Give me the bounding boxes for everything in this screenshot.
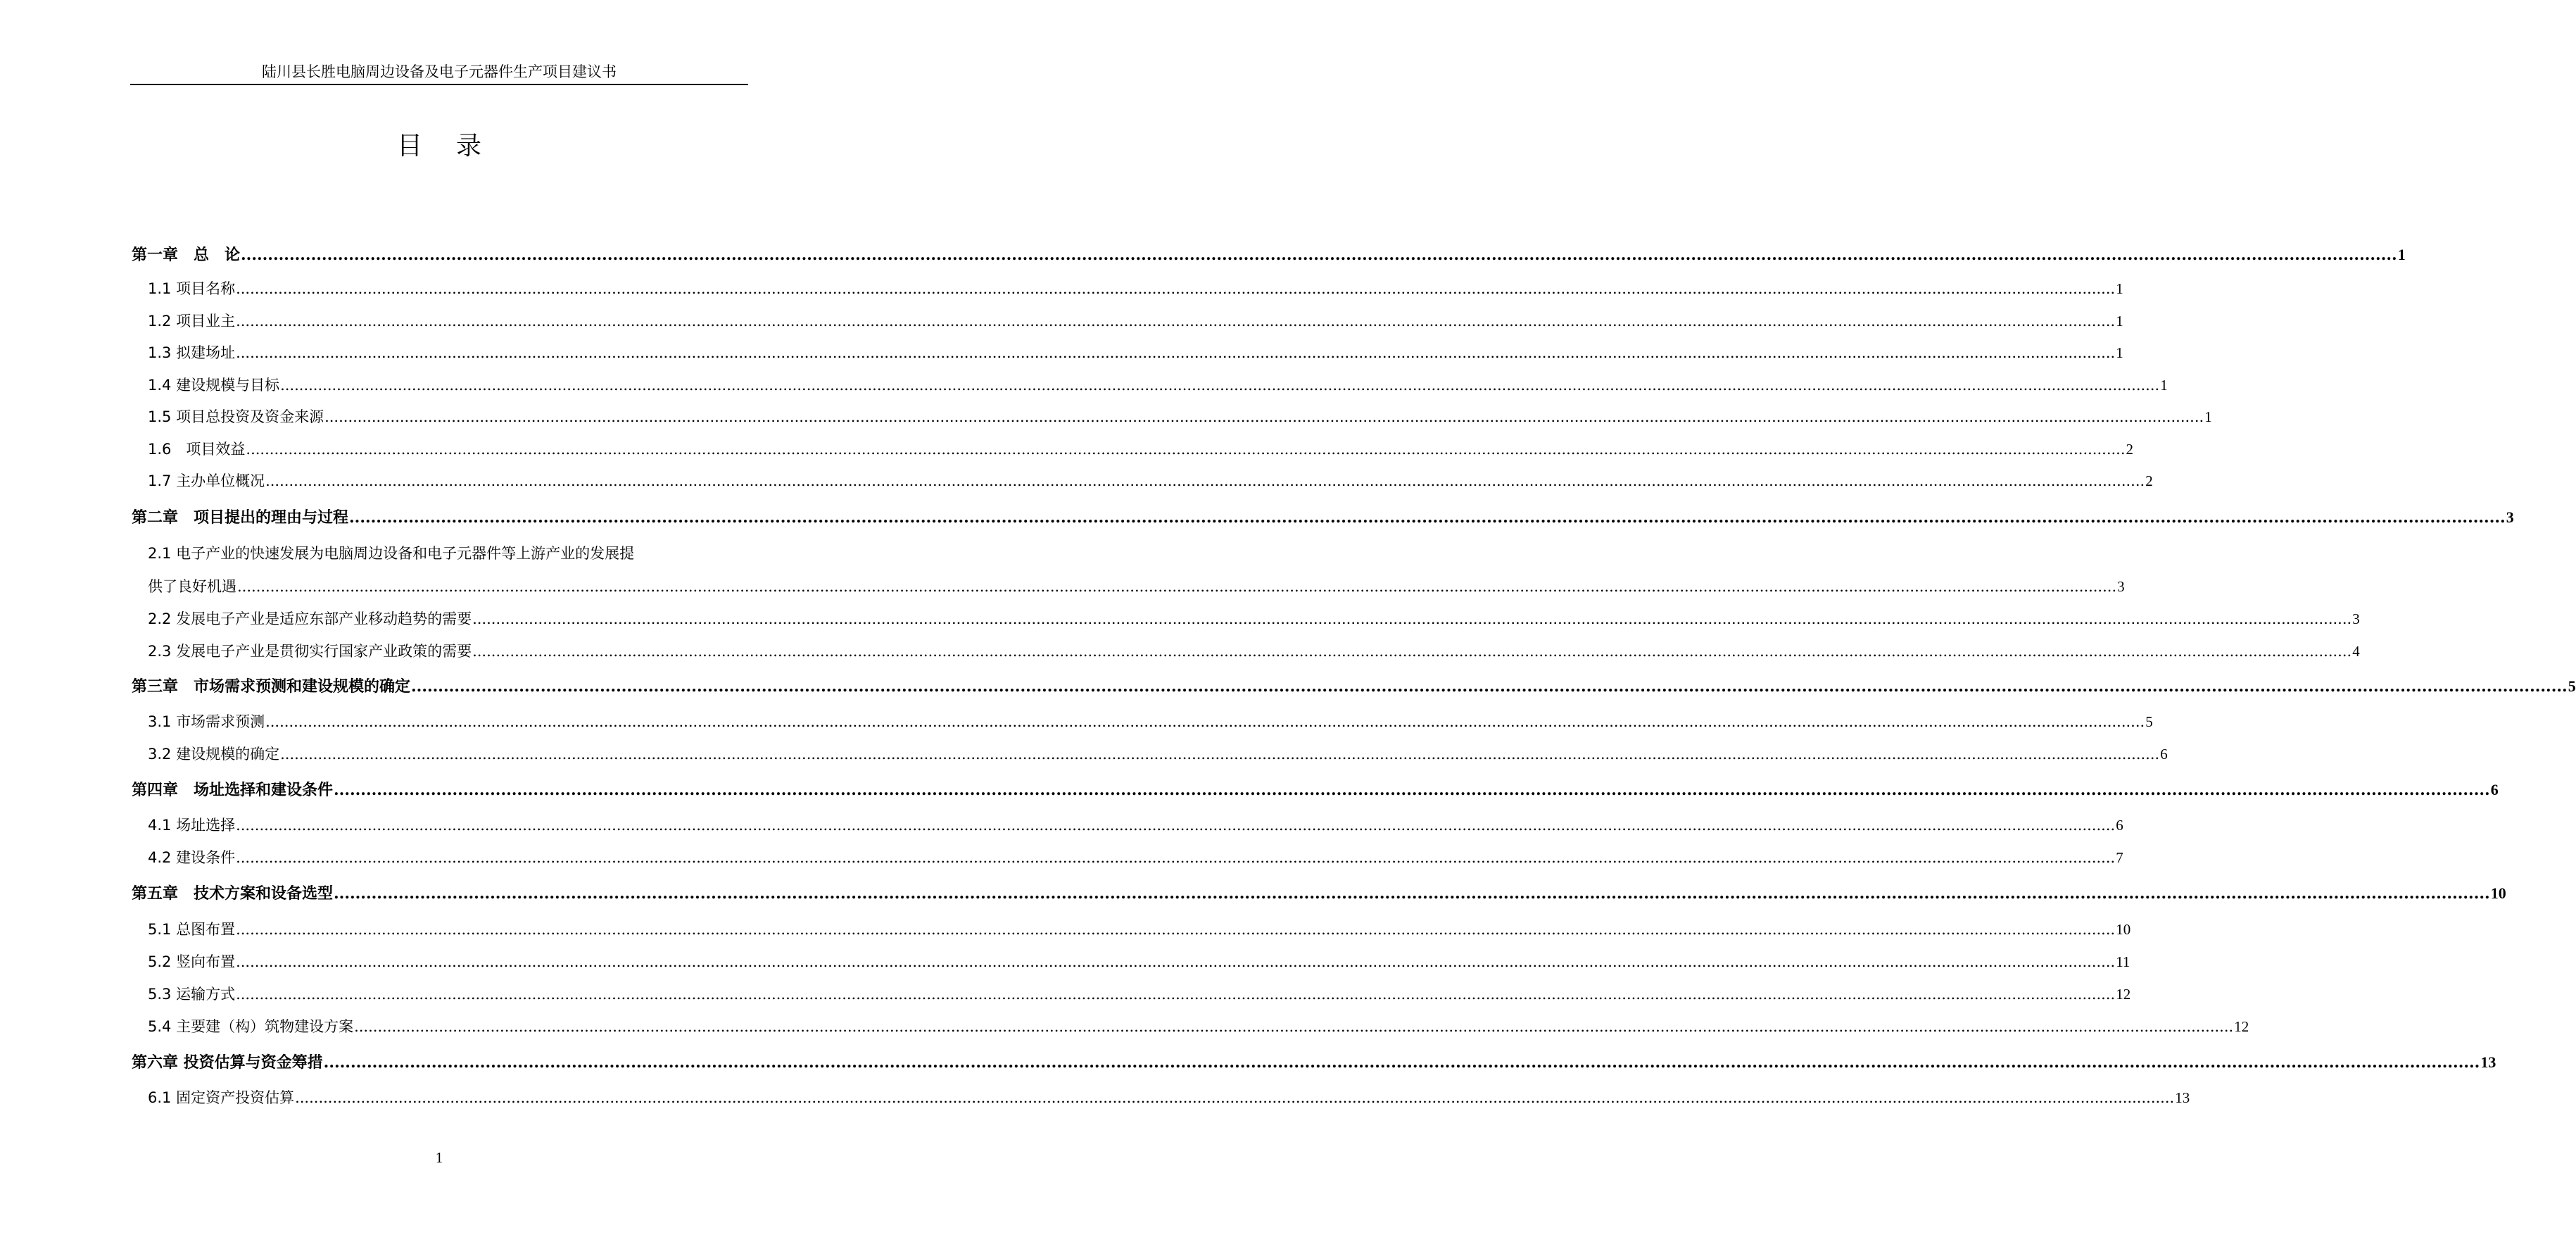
toc-entry-page: 7 xyxy=(2116,849,2123,866)
toc-entry[interactable] xyxy=(132,779,2499,801)
toc-entry[interactable] xyxy=(148,951,2130,972)
leader-dots: ................................................................................................................................................................................................................................................................................................................................................................................................................ xyxy=(334,884,2490,903)
toc-entry[interactable] xyxy=(148,1087,2190,1108)
toc-entry-label: 5.1 总图布置 xyxy=(148,921,236,938)
toc-entry[interactable] xyxy=(148,342,2123,363)
leader-dots: ................................................................................................................................................................................................................................................................................................................................................................................................................ xyxy=(236,986,2116,1003)
toc-entry-label: 5.3 运输方式 xyxy=(148,986,236,1003)
toc-entry-page: 6 xyxy=(2116,817,2123,834)
toc-entry-page: 6 xyxy=(2490,781,2499,798)
leader-dots: ................................................................................................................................................................................................................................................................................................................................................................................................................ xyxy=(236,344,2116,361)
toc-entry-page: 11 xyxy=(2116,953,2130,970)
toc-entry-label: 1.5 项目总投资及资金来源 xyxy=(148,408,324,425)
leader-dots: ................................................................................................................................................................................................................................................................................................................................................................................................................ xyxy=(236,313,2116,330)
leader-dots: ................................................................................................................................................................................................................................................................................................................................................................................................................ xyxy=(334,781,2490,799)
toc-entry-page: 12 xyxy=(2234,1018,2249,1035)
toc-entry[interactable] xyxy=(132,1052,2496,1074)
toc-entry-page: 1 xyxy=(2204,408,2212,425)
toc-entry[interactable] xyxy=(148,744,2168,765)
toc-entry[interactable] xyxy=(148,641,2360,662)
leader-dots: ................................................................................................................................................................................................................................................................................................................................................................................................................ xyxy=(323,1053,2480,1072)
toc-entry[interactable] xyxy=(148,984,2131,1005)
toc-entry-page: 3 xyxy=(2352,610,2360,627)
toc-entry[interactable] xyxy=(148,847,2123,868)
toc-entry-page: 2 xyxy=(2145,472,2153,489)
leader-dots: ................................................................................................................................................................................................................................................................................................................................................................................................................ xyxy=(324,408,2204,425)
leader-dots: ................................................................................................................................................................................................................................................................................................................................................................................................................ xyxy=(295,1089,2175,1106)
toc-entry-label: 3.2 建设规模的确定 xyxy=(148,746,280,763)
leader-dots: ................................................................................................................................................................................................................................................................................................................................................................................................................ xyxy=(472,610,2352,627)
toc-entry-page: 1 xyxy=(2116,280,2123,297)
toc-entry-page: 1 xyxy=(2397,246,2406,263)
toc-entry-label: 1.7 主办单位概况 xyxy=(148,472,265,489)
toc-entry[interactable] xyxy=(148,1016,2249,1037)
toc-entry-label: 5.4 主要建（构）筑物建设方案 xyxy=(148,1018,354,1035)
toc-entry-page: 3 xyxy=(2506,508,2514,526)
toc-entry-page: 12 xyxy=(2116,986,2131,1003)
toc-entry-page: 1 xyxy=(2160,377,2168,394)
leader-dots: ................................................................................................................................................................................................................................................................................................................................................................................................................ xyxy=(246,441,2126,458)
toc-entry[interactable] xyxy=(132,244,2406,266)
toc-entry-page: 13 xyxy=(2175,1089,2190,1106)
page-number: 1 xyxy=(435,1149,443,1166)
toc-entry-page: 13 xyxy=(2480,1053,2496,1071)
leader-dots: ................................................................................................................................................................................................................................................................................................................................................................................................................ xyxy=(349,508,2506,527)
toc-entry-label: 3.1 市场需求预测 xyxy=(148,713,265,730)
toc-entry[interactable] xyxy=(148,311,2123,332)
leader-dots: ................................................................................................................................................................................................................................................................................................................................................................................................................ xyxy=(237,578,2117,595)
leader-dots: ................................................................................................................................................................................................................................................................................................................................................................................................................ xyxy=(280,746,2160,763)
toc-entry[interactable] xyxy=(148,278,2123,299)
toc-entry-label: 第一章 总 论 xyxy=(132,246,241,264)
leader-dots: ................................................................................................................................................................................................................................................................................................................................................................................................................ xyxy=(472,643,2352,660)
toc-entry-page: 6 xyxy=(2160,746,2168,763)
toc-entry[interactable] xyxy=(148,439,2134,460)
toc-entry-page: 1 xyxy=(2116,344,2123,361)
toc-entry-page: 5 xyxy=(2145,713,2153,730)
toc-entry-page: 10 xyxy=(2116,921,2131,938)
toc-entry[interactable] xyxy=(148,470,2153,491)
toc-entry-page: 5 xyxy=(2568,677,2576,695)
toc-entry-label: 第五章 技术方案和设备选型 xyxy=(132,885,334,903)
toc-entry[interactable] xyxy=(132,676,2576,698)
toc-entry-label: 第三章 市场需求预测和建设规模的确定 xyxy=(132,678,411,696)
toc-entry[interactable] xyxy=(148,815,2123,836)
toc-entry-page: 10 xyxy=(2490,884,2506,902)
toc-entry-label: 1.6 项目效益 xyxy=(148,441,246,458)
toc-entry-page: 3 xyxy=(2117,578,2125,595)
toc-entry-label: 1.4 建设规模与目标 xyxy=(148,377,280,394)
toc-entry[interactable] xyxy=(148,375,2168,396)
toc-entry-label: 2.3 发展电子产业是贯彻实行国家产业政策的需要 xyxy=(148,643,472,660)
toc-entry-page: 4 xyxy=(2352,643,2360,660)
leader-dots: ................................................................................................................................................................................................................................................................................................................................................................................................................ xyxy=(354,1018,2234,1035)
toc-entry-page: 1 xyxy=(2116,313,2123,330)
leader-dots: ................................................................................................................................................................................................................................................................................................................................................................................................................ xyxy=(236,817,2116,834)
leader-dots: ................................................................................................................................................................................................................................................................................................................................................................................................................ xyxy=(236,921,2116,938)
running-header: 陆川县长胜电脑周边设备及电子元器件生产项目建议书 xyxy=(262,63,617,80)
toc-entry-label: 4.2 建设条件 xyxy=(148,849,236,866)
leader-dots: ................................................................................................................................................................................................................................................................................................................................................................................................................ xyxy=(241,246,2397,264)
toc-title: 目录 xyxy=(396,132,515,161)
toc-entry-label: 6.1 固定资产投资估算 xyxy=(148,1089,295,1106)
toc-entry-page: 2 xyxy=(2126,441,2134,458)
toc-entry[interactable] xyxy=(148,711,2153,732)
toc-entry-label: 第四章 场址选择和建设条件 xyxy=(132,782,334,799)
leader-dots: ................................................................................................................................................................................................................................................................................................................................................................................................................ xyxy=(236,953,2116,970)
leader-dots: ................................................................................................................................................................................................................................................................................................................................................................................................................ xyxy=(236,849,2116,866)
toc-entry-label: 供了良好机遇 xyxy=(148,578,236,595)
toc-entry[interactable] xyxy=(132,883,2506,905)
toc-entry-label: 1.3 拟建场址 xyxy=(148,344,236,361)
toc-entry-label: 1.2 项目业主 xyxy=(148,313,236,330)
toc-entry-label: 5.2 竖向布置 xyxy=(148,953,236,970)
toc-entry-label: 2.2 发展电子产业是适应东部产业移动趋势的需要 xyxy=(148,610,472,627)
leader-dots: ................................................................................................................................................................................................................................................................................................................................................................................................................ xyxy=(236,280,2116,297)
toc-entry[interactable] xyxy=(132,507,2514,529)
toc-entry-label-line1[interactable]: 2.1 电子产业的快速发展为电脑周边设备和电子元器件等上游产业的发展提 xyxy=(148,545,635,562)
toc-entry[interactable] xyxy=(148,406,2212,427)
leader-dots: ................................................................................................................................................................................................................................................................................................................................................................................................................ xyxy=(265,472,2145,489)
toc-entry[interactable] xyxy=(148,608,2360,629)
leader-dots: ................................................................................................................................................................................................................................................................................................................................................................................................................ xyxy=(265,713,2145,730)
toc-entry-label: 第六章 投资估算与资金筹措 xyxy=(132,1054,323,1072)
leader-dots: ................................................................................................................................................................................................................................................................................................................................................................................................................ xyxy=(280,377,2160,394)
toc-entry-label: 4.1 场址选择 xyxy=(148,817,236,834)
toc-entry[interactable] xyxy=(148,576,2125,597)
toc-entry[interactable] xyxy=(148,919,2131,940)
leader-dots: ................................................................................................................................................................................................................................................................................................................................................................................................................ xyxy=(411,677,2568,696)
toc-entry-label: 1.1 项目名称 xyxy=(148,280,236,297)
toc-entry-label: 第二章 项目提出的理由与过程 xyxy=(132,509,349,527)
